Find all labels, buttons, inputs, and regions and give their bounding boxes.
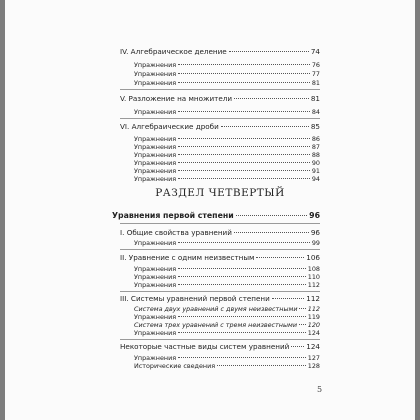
divider [120,89,320,90]
toc-subentry: Упражнения 119 [134,313,320,321]
toc-subentry: Упражнения 90 [134,159,320,167]
toc-subentry: Упражнения 108 [134,265,320,273]
toc-entry: VI. Алгебраические дроби 85 [120,122,320,131]
toc-subentry: Упражнения 86 [134,135,320,143]
toc-subentry: Упражнения 81 [134,79,320,87]
divider [120,223,320,224]
toc-subentry: Система трех уравнений с тремя неизвестными 120 [134,321,320,329]
toc-chapter: Уравнения первой степени 96 [112,211,320,220]
section-title: РАЗДЕЛ ЧЕТВЕРТЫЙ [155,187,285,199]
toc-entry: II. Уравнение с одним неизвестным 106 [120,253,320,262]
toc-subentry: Упражнения 77 [134,70,320,78]
toc-subentry: Упражнения 87 [134,143,320,151]
toc-entry: V. Разложение на множители 81 [120,94,320,103]
toc-entry: III. Системы уравнений первой степени 112 [120,294,320,303]
toc-entry: I. Общие свойства уравнений 96 [120,228,320,237]
toc-entry: Некоторые частные виды систем уравнений 124 [120,342,320,351]
divider [120,339,320,340]
divider [120,249,320,250]
toc-subentry: Система двух уравнений с двумя неизвестными 112 [134,305,320,313]
toc-subentry: Упражнения 94 [134,175,320,183]
right-page-edge [415,0,420,420]
toc-subentry: Упражнения 124 [134,329,320,337]
toc-subentry: Упражнения 112 [134,281,320,289]
toc-subentry: Упражнения 127 [134,354,320,362]
toc-subentry: Упражнения 99 [134,239,320,247]
toc-subentry: Упражнения 84 [134,108,320,116]
divider [120,118,320,119]
divider [120,291,320,292]
toc-subentry: Упражнения 88 [134,151,320,159]
toc-subentry: Упражнения 91 [134,167,320,175]
toc-subentry: Упражнения 76 [134,61,320,69]
toc-subentry: Исторические сведения 128 [134,362,320,370]
toc-subentry: Упражнения 110 [134,273,320,281]
toc-entry: IV. Алгебраическое деление 74 [120,47,320,56]
page-number: 5 [317,385,323,394]
book-page [5,0,415,420]
